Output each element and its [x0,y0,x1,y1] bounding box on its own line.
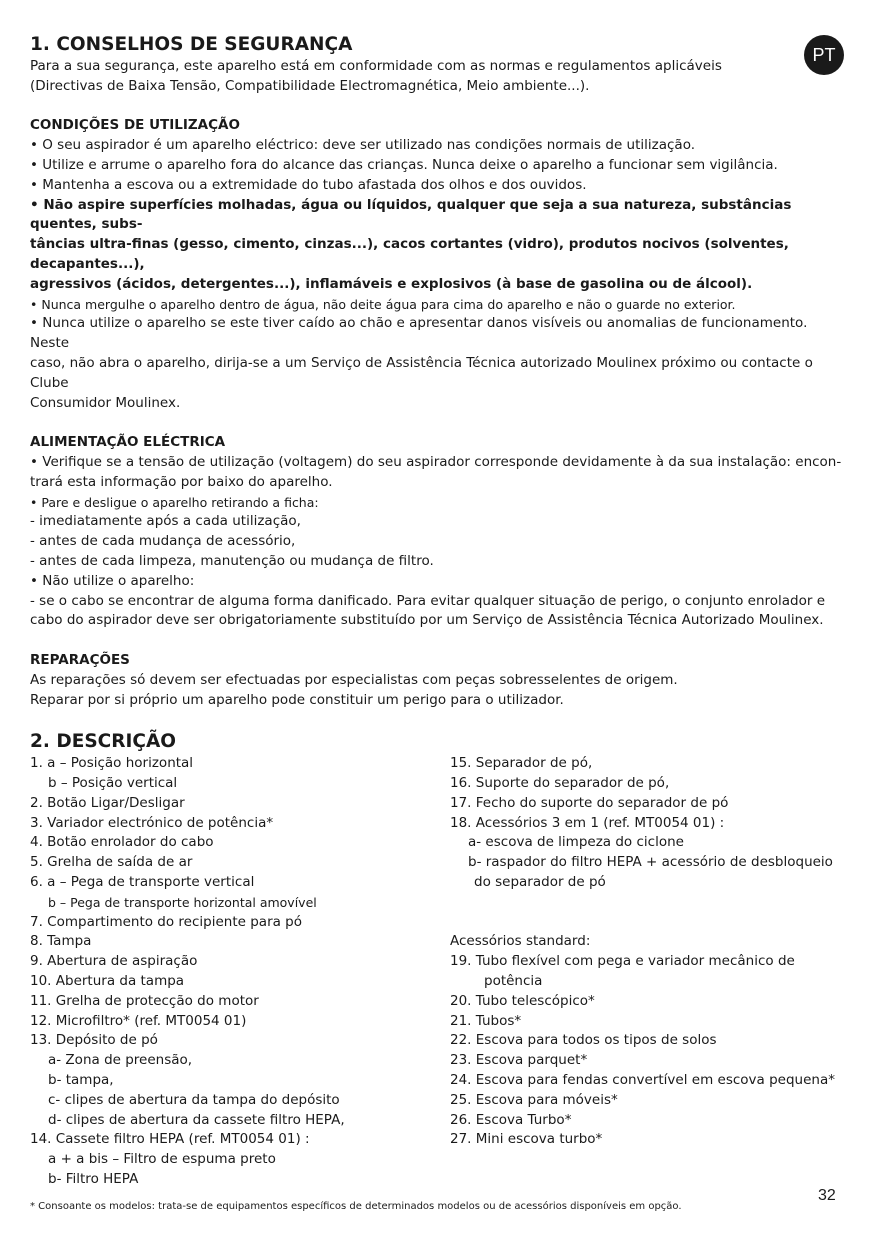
power-line: • Pare e desligue o aparelho retirando a ficha: [30,494,319,510]
conditions-line: Consumidor Moulinex. [30,394,181,411]
description-item: 9. Abertura de aspiração [30,953,198,970]
description-item: d- clipes de abertura da cassete filtro HEPA, [48,1111,345,1128]
conditions-line: • Nunca utilize o aparelho se este tiver caído ao chão e apresentar danos visíveis ou anomalias de funcionamento. Neste [30,315,808,352]
description-item: 24. Escova para fendas convertível em escova pequena* [450,1072,835,1089]
description-item: b- tampa, [48,1072,114,1089]
description-item: a + a bis – Filtro de espuma preto [48,1151,276,1168]
conditions-line: • Utilize e arrume o aparelho fora do alcance das crianças. Nunca deixe o aparelho a funcionar sem vigilância. [30,156,778,173]
repairs-line: As reparações só devem ser efectuadas por especialistas com peças sobresselentes de origem. [30,671,678,688]
conditions-line: • O seu aspirador é um aparelho eléctrico: deve ser utilizado nas condições normais de utilização. [30,137,696,154]
power-line: trará esta informação por baixo do aparelho. [30,473,333,490]
page-number: 32 [818,1187,836,1204]
power-line: - antes de cada mudança de acessório, [30,533,296,550]
conditions-line: • Nunca mergulhe o aparelho dentro de água, não deite água para cima do aparelho e não o guarde no exterior. [30,296,736,312]
description-item: b- Filtro HEPA [48,1171,139,1188]
description-item: 6. a – Pega de transporte vertical [30,874,255,891]
intro-line: Para a sua segurança, este aparelho está em conformidade com as normas e regulamentos aplicáveis [30,58,722,74]
description-item: b- raspador do filtro HEPA + acessório de desbloqueio [468,854,833,871]
description-item: 23. Escova parquet* [450,1052,588,1069]
repairs-line: Reparar por si próprio um aparelho pode constituir um perigo para o utilizador. [30,691,564,708]
description-item: 27. Mini escova turbo* [450,1131,603,1148]
power-line: • Verifique se a tensão de utilização (voltagem) do seu aspirador corresponde devidamente à da sua instalação: encon- [30,453,842,470]
description-item: 26. Escova Turbo* [450,1111,572,1128]
page-content [30,33,846,1190]
language-badge: PT [804,35,844,75]
description-item: c- clipes de abertura da tampa do depósito [48,1091,340,1108]
power-line: - se o cabo se encontrar de alguma forma danificado. Para evitar qualquer situação de perigo, o conjunto enrolador e [30,592,826,609]
description-item: 11. Grelha de protecção do motor [30,992,259,1009]
description-item: Acessórios standard: [450,933,591,950]
description-item: 12. Microfiltro* (ref. MT0054 01) [30,1012,247,1029]
section-2-title: 2. DESCRIÇÃO [30,731,176,753]
description-item: 13. Depósito de pó [30,1032,158,1049]
repairs-heading: REPARAÇÕES [30,651,130,668]
description-item: 8. Tampa [30,933,92,950]
description-item: 15. Separador de pó, [450,755,593,772]
conditions-line: caso, não abra o aparelho, dirija-se a um Serviço de Assistência Técnica autorizado Moulinex próximo ou contacte o Clube [30,354,813,391]
description-item: b – Posição vertical [48,775,178,792]
description-item: 14. Cassete filtro HEPA (ref. MT0054 01) : [30,1131,310,1148]
description-item: 7. Compartimento do recipiente para pó [30,913,303,930]
intro-line: (Directivas de Baixa Tensão, Compatibilidade Electromagnética, Meio ambiente...). [30,77,590,94]
power-line: - antes de cada limpeza, manutenção ou mudança de filtro. [30,552,434,569]
section-1-title: 1. CONSELHOS DE SEGURANÇA [30,34,353,55]
description-right-column [450,754,846,1190]
description-item: 10. Abertura da tampa [30,973,185,990]
description-item: a- escova de limpeza do ciclone [468,834,684,851]
footnote: * Consoante os modelos: trata-se de equipamentos específicos de determinados modelos ou de acessórios disponíveis em opção. [30,1201,682,1212]
power-line: • Não utilize o aparelho: [30,572,195,589]
description-item: 5. Grelha de saída de ar [30,854,193,871]
description-item: 3. Variador electrónico de potência* [30,814,274,831]
description-item: b – Pega de transporte horizontal amovível [48,894,317,910]
description-item: 18. Acessórios 3 em 1 (ref. MT0054 01) : [450,814,725,831]
description-item: 1. a – Posição horizontal [30,755,194,772]
description-item: 25. Escova para móveis* [450,1091,618,1108]
conditions-warning-line: agressivos (ácidos, detergentes...), inflamáveis e explosivos (à base de gasolina ou de álcool). [30,275,753,292]
description-item: 16. Suporte do separador de pó, [450,775,670,792]
description-item: 19. Tubo flexível com pega e variador mecânico de [450,953,795,970]
conditions-warning-line: tâncias ultra-finas (gesso, cimento, cinzas...), cacos cortantes (vidro), produtos nocivos (solventes, decapantes...), [30,236,789,272]
description-item: 2. Botão Ligar/Desligar [30,794,185,811]
description-left-column [30,754,450,1190]
description-item: 21. Tubos* [450,1012,522,1029]
power-heading: ALIMENTAÇÃO ELÉCTRICA [30,434,226,451]
conditions-heading: CONDIÇÕES DE UTILIZAÇÃO [30,117,240,134]
description-columns [30,754,846,1190]
power-line: cabo do aspirador deve ser obrigatoriamente substituído por um Serviço de Assistência Técnica Autorizado Moulinex. [30,612,824,629]
description-item: 17. Fecho do suporte do separador de pó [450,794,729,811]
description-item: do separador de pó [474,874,606,891]
conditions-warning-line: • Não aspire superfícies molhadas, água ou líquidos, qualquer que seja a sua natureza, substâncias quentes, subs- [30,196,792,233]
description-item: a- Zona de preensão, [48,1052,193,1069]
description-item: 20. Tubo telescópico* [450,992,595,1009]
description-item: potência [484,973,543,990]
power-line: - imediatamente após a cada utilização, [30,513,301,530]
conditions-line: • Mantenha a escova ou a extremidade do tubo afastada dos olhos e dos ouvidos. [30,176,587,193]
description-item: 4. Botão enrolador do cabo [30,834,214,851]
description-item: 22. Escova para todos os tipos de solos [450,1032,717,1049]
